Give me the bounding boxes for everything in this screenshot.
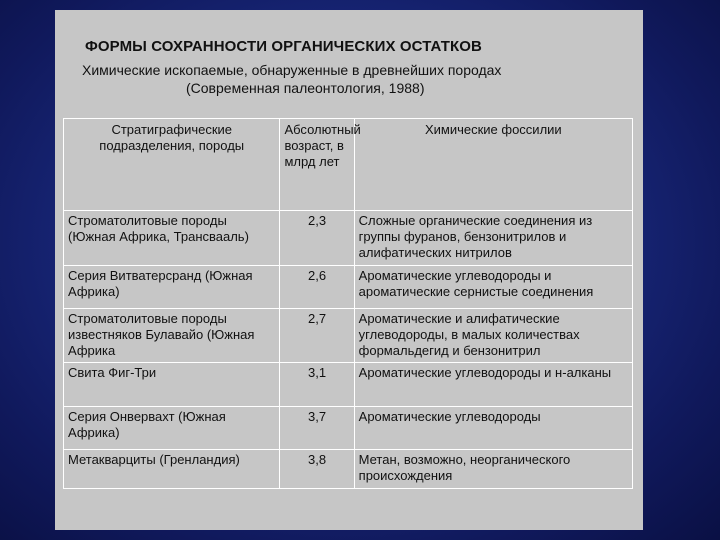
content-panel xyxy=(55,10,643,530)
cell-fossils: Сложные органические соединения из группы фуранов, бензонитрилов и алифатических нитрилов xyxy=(354,211,632,266)
chemical-fossils-table xyxy=(63,118,633,489)
cell-age: 2,7 xyxy=(280,309,354,363)
table-row xyxy=(64,309,633,363)
cell-unit: Строматолитовые породы (Южная Африка, Трансвааль) xyxy=(64,211,280,266)
cell-unit: Свита Фиг-Три xyxy=(64,363,280,407)
cell-age: 3,1 xyxy=(280,363,354,407)
cell-fossils: Ароматические углеводороды xyxy=(354,407,632,450)
cell-fossils: Ароматические углеводороды и ароматические сернистые соединения xyxy=(354,266,632,309)
cell-unit: Серия Витватерсранд (Южная Африка) xyxy=(64,266,280,309)
table-header-row xyxy=(64,119,633,211)
cell-unit: Строматолитовые породы известняков Булавайо (Южная Африка xyxy=(64,309,280,363)
slide-subtitle xyxy=(82,61,642,97)
header-absolute-age: Абсолютный возраст, в млрд лет xyxy=(280,119,354,211)
header-stratigraphic-units: Стратиграфические подразделения, породы xyxy=(64,119,280,211)
cell-unit: Метакварциты (Гренландия) xyxy=(64,450,280,489)
table-row xyxy=(64,363,633,407)
cell-unit: Серия Онвервахт (Южная Африка) xyxy=(64,407,280,450)
cell-fossils: Ароматические и алифатические углеводороды, в малых количествах формальдегид и бензонитрил xyxy=(354,309,632,363)
cell-age: 3,8 xyxy=(280,450,354,489)
cell-fossils: Метан, возможно, неорганического происхождения xyxy=(354,450,632,489)
cell-age: 2,3 xyxy=(280,211,354,266)
slide-title: ФОРМЫ СОХРАННОСТИ ОРГАНИЧЕСКИХ ОСТАТКОВ xyxy=(85,38,482,55)
table-row xyxy=(64,450,633,489)
table-row xyxy=(64,407,633,450)
table-row xyxy=(64,211,633,266)
cell-age: 3,7 xyxy=(280,407,354,450)
header-chemical-fossils: Химические фоссилии xyxy=(354,119,632,211)
cell-age: 2,6 xyxy=(280,266,354,309)
subtitle-line-2: (Современная палеонтология, 1988) xyxy=(186,80,425,96)
table-row xyxy=(64,266,633,309)
subtitle-line-1: Химические ископаемые, обнаруженные в древнейших породах xyxy=(82,62,502,78)
cell-fossils: Ароматические углеводороды и н-алканы xyxy=(354,363,632,407)
